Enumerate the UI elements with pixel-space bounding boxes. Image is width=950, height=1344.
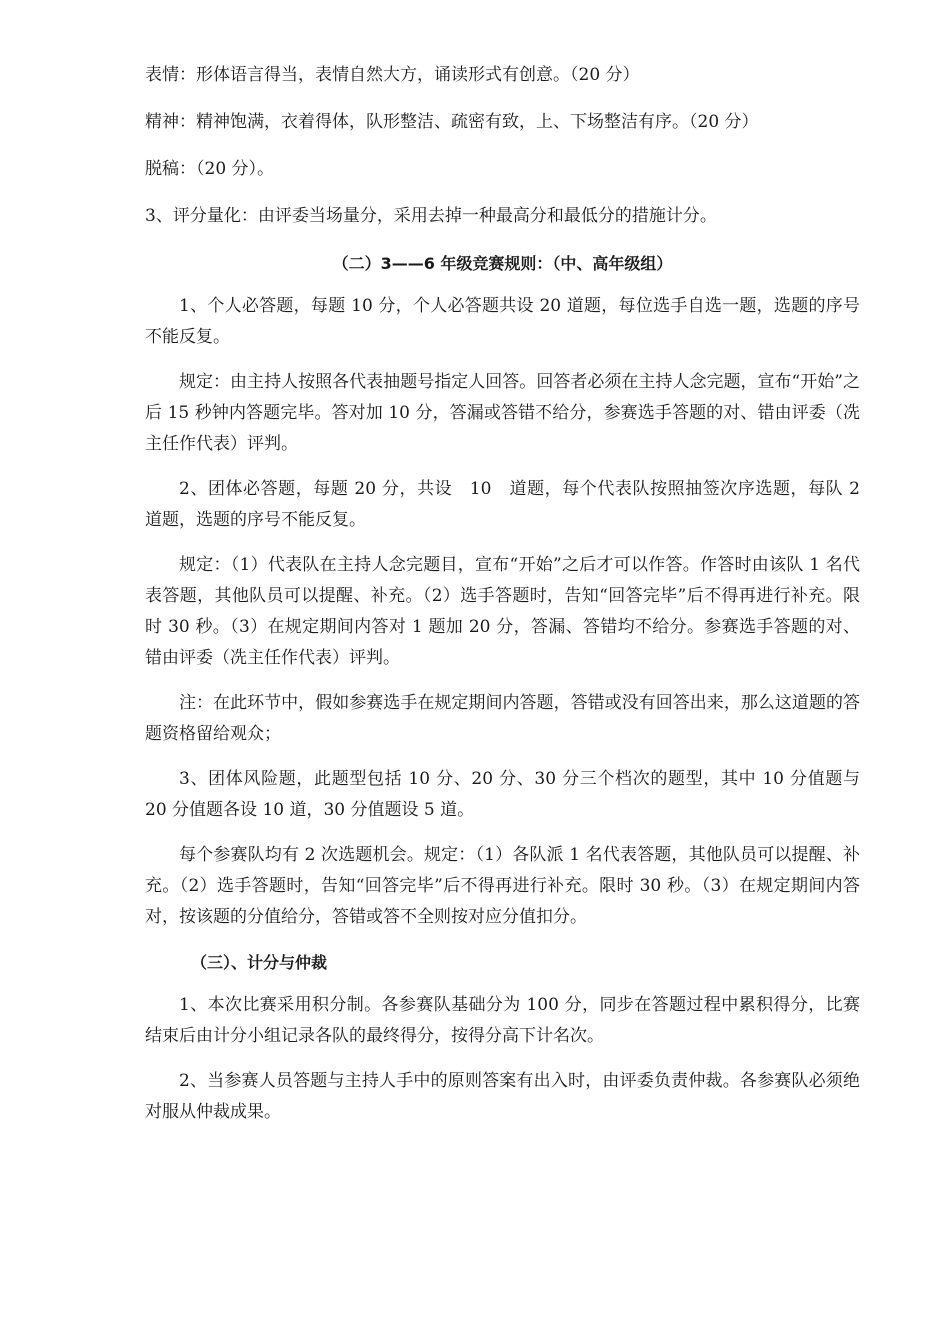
paragraph-individual-questions: 1、个人必答题，每题 10 分，个人必答题共设 20 道题，每位选手自选一题，选题的序号不能反复。 <box>145 296 860 347</box>
paragraph-risk-rules: 每个参赛队均有 2 次选题机会。规定：（1）各队派 1 名代表答题，其他队员可以提醒、补充。（2）选手答题时，告知“回答完毕”后不得再进行补充。限时 30 秒。（3）在规定期间内答对，按该题的分值给分，答错或答不全则按对应分值扣分。 <box>145 845 860 927</box>
paragraph-spirit: 精神：精神饱满，衣着得体，队形整洁、疏密有致，上、下场整洁有序。（20 分） <box>145 112 759 132</box>
paragraph-risk-questions: 3、团体风险题，此题型包括 10 分、20 分、30 分三个档次的题型，其中 10 分值题与 20 分值题各设 10 道，30 分值题设 5 道。 <box>145 769 860 820</box>
paragraph-team-questions: 2、团体必答题，每题 20 分，共设 10 道题，每个代表队按照抽签次序选题，每队 2 道题，选题的序号不能反复。 <box>145 479 860 530</box>
paragraph-note: 注：在此环节中，假如参赛选手在规定期间内答题，答错或没有回答出来，那么这道题的答题资格留给观众； <box>145 693 860 744</box>
section-heading-2: （二）3——6 年级竞赛规则：（中、高年级组） <box>332 254 673 273</box>
paragraph-arbitration: 2、当参赛人员答题与主持人手中的原则答案有出入时，由评委负责仲裁。各参赛队必须绝对服从仲裁成果。 <box>145 1071 860 1122</box>
paragraph-points-system: 1、本次比赛采用积分制。各参赛队基础分为 100 分，同步在答题过程中累积得分，比赛结束后由计分小组记录各队的最终得分，按得分高下计名次。 <box>145 995 860 1046</box>
document-body <box>145 60 860 1142</box>
paragraph-individual-rules: 规定：由主持人按照各代表抽题号指定人回答。回答者必须在主持人念完题，宣布“开始”之后 15 秒钟内答题完毕。答对加 10 分，答漏或答错不给分，参赛选手答题的对、错由评委（冼主任作代表）评判。 <box>145 372 860 454</box>
section-heading-3: （三）、计分与仲裁 <box>191 953 328 972</box>
paragraph-scoring: 3、评分量化：由评委当场量分，采用去掉一种最高分和最低分的措施计分。 <box>145 206 717 226</box>
paragraph-expression: 表情：形体语言得当，表情自然大方，诵读形式有创意。（20 分） <box>145 65 640 85</box>
paragraph-team-rules: 规定：（1）代表队在主持人念完题目，宣布“开始”之后才可以作答。作答时由该队 1 名代表答题，其他队员可以提醒、补充。（2）选手答题时，告知“回答完毕”后不得再进行补充。限时 30 秒。（3）在规定期间内答对 1 题加 20 分，答漏、答错均不给分。参赛选手答题的对、错由评委（冼主任作代表）评判。 <box>145 555 860 668</box>
paragraph-recitation: 脱稿：（20 分）。 <box>145 159 275 179</box>
